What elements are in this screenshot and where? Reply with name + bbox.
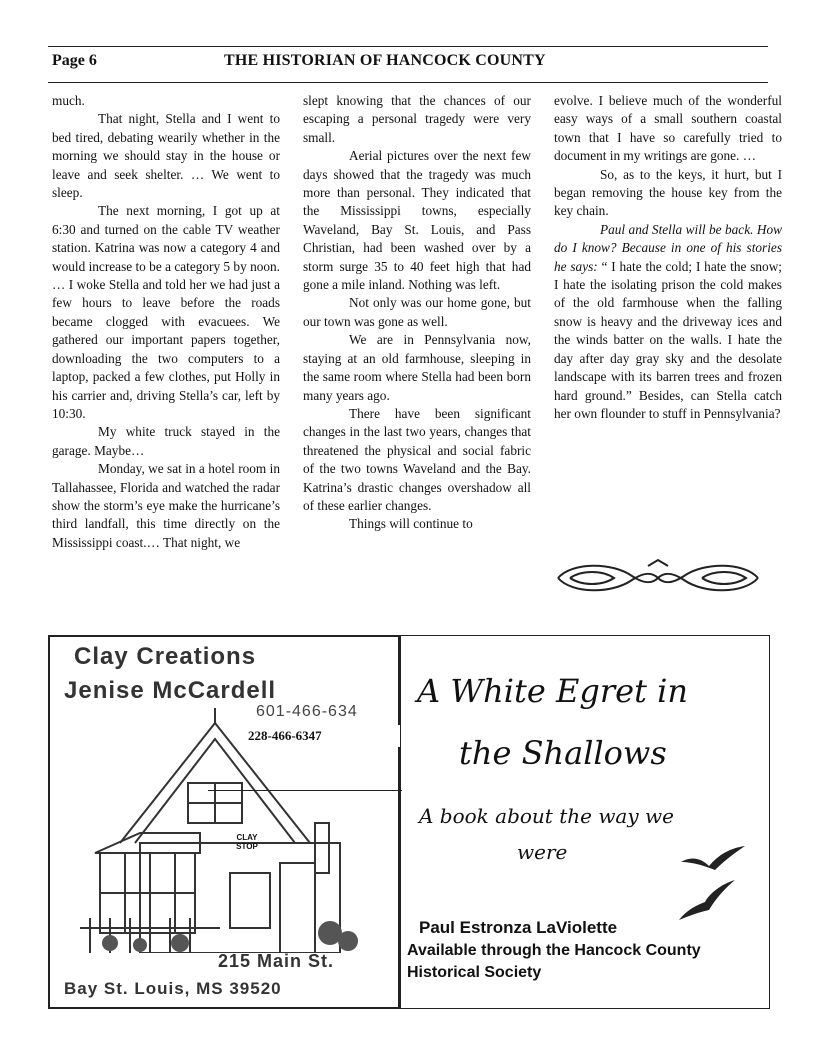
paragraph: So, as to the keys, it hurt, but I began removing the house key from the key chain. xyxy=(554,166,782,219)
paragraph: There have been significant changes in the last two years, changes that threatened the physical and social fabric of the two towns Waveland and the Bay. Katrina’s drastic changes overshadow all of these earlier changes. xyxy=(303,405,531,513)
flourish-ornament xyxy=(552,558,764,598)
paragraph: evolve. I believe much of the wonderful easy ways of a small southern coastal town that I have so carefully tried to document in my writings are gone. … xyxy=(554,93,782,164)
paragraph: We are in Pennsylvania now, staying at an old farmhouse, sleeping in the same room where Stella had been born many years ago. xyxy=(303,332,531,403)
paragraph: slept knowing that the chances of our escaping a personal tragedy were very small. xyxy=(303,93,531,145)
paragraph xyxy=(554,221,782,423)
flying-birds-icon xyxy=(675,840,755,930)
quote-intro: Paul and Stella will be back. How do I know? Because in one of his stories he says: xyxy=(554,221,782,274)
ad-street-address: 215 Main St. xyxy=(218,951,335,971)
page-number: Page 6 xyxy=(52,52,97,69)
clay-creations-ad xyxy=(48,635,400,1009)
header-top-rule xyxy=(48,46,768,47)
ad-old-phone: 601-466-634 xyxy=(256,703,358,720)
book-subtitle-line-2: were xyxy=(517,840,568,864)
paragraph: Things will continue to xyxy=(349,516,473,532)
book-title-line-2: the Shallows xyxy=(459,734,667,772)
shop-sign: CLAY STOP xyxy=(236,833,258,851)
paragraph: Not only was our home gone, but our town was gone as well. xyxy=(303,295,531,329)
book-author: Paul Estronza LaViolette xyxy=(419,918,618,937)
ad-city-state-zip: Bay St. Louis, MS 39520 xyxy=(64,979,282,998)
newsletter-title: THE HISTORIAN OF HANCOCK COUNTY xyxy=(224,52,546,69)
article-column-1 xyxy=(52,92,280,552)
header-bottom-rule xyxy=(48,82,768,83)
ad-owner-name: Jenise McCardell xyxy=(64,677,277,704)
ad-new-phone: 228-466-6347 xyxy=(246,725,402,747)
paragraph: That night, Stella and I went to bed tired, debating wearily whether in the morning we should stay in the house or leave and seek shelter. … We went to sleep. xyxy=(52,111,280,201)
paragraph: My white truck stayed in the garage. Maybe… xyxy=(52,424,280,458)
house-illustration xyxy=(80,703,370,953)
ad-divider xyxy=(208,790,402,791)
quote-text: “ I hate the cold; I hate the snow; I hate the isolating prison the cold makes of the old farmhouse when the falling snow is heavy and the driveway ices and the winds batter on the walls. I hate the day after day gray sky and the desolate landscape with its barren trees and frozen hard ground.” Besides, can Stella catch her own flounder to stuff in Pennsylvania? xyxy=(554,258,782,421)
paragraph: much. xyxy=(52,93,85,108)
book-title-line-1: A White Egret in xyxy=(417,672,688,710)
book-ad xyxy=(400,635,770,1009)
paragraph: The next morning, I got up at 6:30 and turned on the cable TV weather station. Katrina was now a category 4 and would increase to be a category 5 by noon. … I woke Stella and told her we had just a few hours to leave before the roads became clogged with evacuees. We gathered our important papers together, downloading the two computers to a laptop, packed a few clothes, put Holly in his carrier and, driving Stella’s car, left by 10:30. xyxy=(52,203,280,421)
book-availability-line-2: Historical Society xyxy=(407,964,542,981)
book-subtitle-line-1: A book about the way we xyxy=(419,804,674,828)
paragraph: Aerial pictures over the next few days showed that the tragedy was much more than personal. They indicated that the Mississippi towns, especially Waveland, Bay St. Louis, and Pass Christian, had been washed over by a storm surge 35 to 40 feet high that had gone a mile inland. Nothing was left. xyxy=(303,148,531,293)
ad-business-name: Clay Creations xyxy=(74,643,257,670)
book-availability-line-1: Available through the Hancock County xyxy=(407,942,701,959)
article-column-3 xyxy=(554,92,782,423)
paragraph: Monday, we sat in a hotel room in Tallahassee, Florida and watched the radar show the storm’s eye make the hurricane’s third landfall, this time directly on the Mississippi coast.… That night, we xyxy=(52,461,280,550)
article-column-2 xyxy=(303,92,531,534)
